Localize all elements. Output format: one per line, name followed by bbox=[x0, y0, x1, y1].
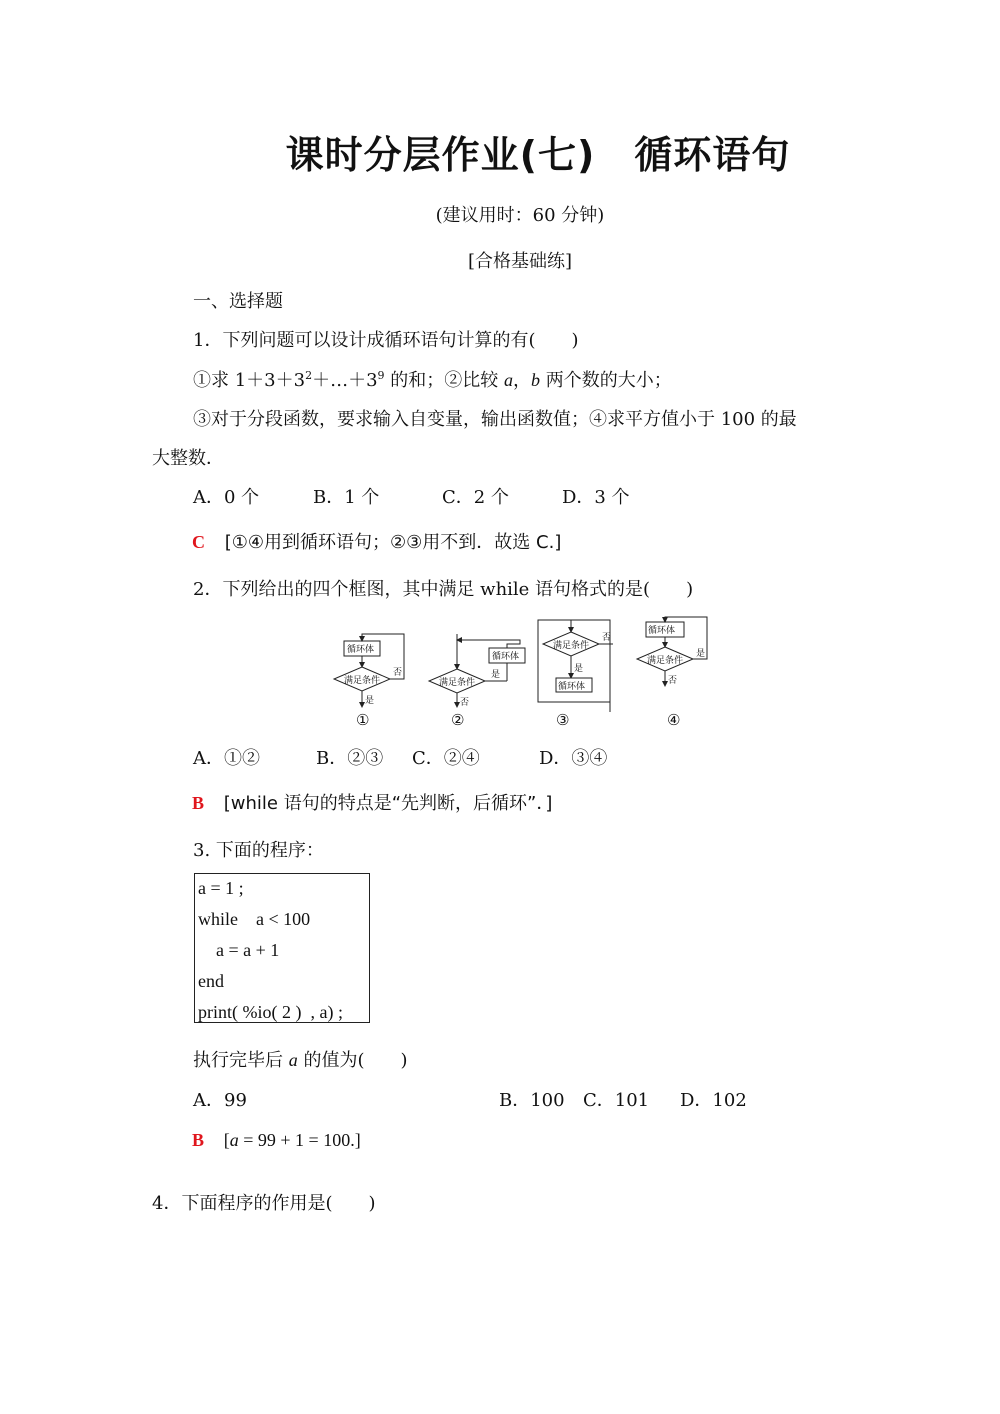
fc4-condition: 满足条件 bbox=[647, 656, 684, 666]
code-line-3: a = a + 1 bbox=[198, 940, 280, 960]
q4-stem: 4．下面程序的作用是( ) bbox=[152, 1193, 376, 1214]
code-line-1: a = 1 ; bbox=[198, 878, 244, 898]
fc2-condition: 满足条件 bbox=[439, 678, 476, 688]
fc4-no: 否 bbox=[668, 676, 678, 686]
q1-line3: 大整数． bbox=[152, 448, 224, 469]
q3-question: 执行完毕后 a 的值为( ) bbox=[193, 1050, 408, 1071]
q2-answer-explanation: [while 语句的特点是“先判断，后循环”．] bbox=[223, 793, 553, 814]
q1-line1: ①求 $1+3+3^2+\dots+3^9$ 的和；②比较 a，b 两个数的大小； bbox=[193, 369, 672, 391]
fc1-no: 否 bbox=[393, 668, 403, 678]
q1-option-c: C．2 个 bbox=[442, 487, 509, 508]
q3-option-b: B．100 bbox=[499, 1090, 565, 1111]
code-line-2: while a < 100 bbox=[198, 909, 311, 929]
q1-option-d: D．3 个 bbox=[562, 487, 630, 508]
tier-label: [合格基础练] bbox=[467, 251, 573, 272]
fc3-condition: 满足条件 bbox=[553, 641, 590, 651]
code-line-4: end bbox=[198, 971, 224, 991]
q2-stem: 2．下列给出的四个框图，其中满足 while 语句格式的是( ) bbox=[193, 579, 694, 600]
fc3-label: ③ bbox=[556, 711, 570, 729]
fc2-yes: 是 bbox=[491, 670, 501, 680]
flowchart-2 bbox=[429, 634, 525, 707]
fc3-yes: 是 bbox=[574, 664, 584, 674]
q3-option-c: C．101 bbox=[583, 1090, 650, 1111]
fc3-loop-body: 循环体 bbox=[558, 682, 586, 692]
q2-answer-letter: B bbox=[192, 793, 205, 813]
fc1-loop-body: 循环体 bbox=[347, 645, 375, 655]
fc1-condition: 满足条件 bbox=[344, 676, 381, 686]
q3-option-d: D．102 bbox=[680, 1090, 747, 1111]
fc2-no: 否 bbox=[460, 698, 470, 708]
q3-answer-letter: B bbox=[192, 1130, 205, 1150]
program-code-box bbox=[194, 873, 370, 1023]
suggested-time: (建议用时：60 分钟) bbox=[435, 205, 605, 226]
fc3-no: 否 bbox=[602, 633, 612, 643]
q1-answer bbox=[192, 528, 561, 554]
fc4-label: ④ bbox=[667, 711, 681, 729]
code-line-5: print( %io( 2 ) , a) ; bbox=[198, 1002, 343, 1022]
fc1-label: ① bbox=[356, 711, 370, 729]
q2-option-b: B．②③ bbox=[316, 748, 384, 769]
page-title: 课时分层作业(七) 循环语句 bbox=[285, 133, 791, 177]
fc2-label: ② bbox=[451, 711, 465, 729]
q3-option-a: A．99 bbox=[193, 1090, 247, 1111]
section-heading: 一、选择题 bbox=[193, 291, 283, 312]
q3-answer-explanation: [a = 99 + 1 = 100.] bbox=[223, 1130, 361, 1150]
q2-option-d: D．③④ bbox=[539, 748, 608, 769]
fc4-loop-body: 循环体 bbox=[648, 626, 676, 636]
fc2-loop-body: 循环体 bbox=[492, 652, 520, 662]
q2-option-a: A．①② bbox=[193, 748, 260, 769]
fc1-yes: 是 bbox=[365, 696, 375, 706]
q1-option-b: B．1 个 bbox=[313, 487, 380, 508]
q3-answer bbox=[192, 1130, 361, 1151]
q1-answer-explanation: [①④用到循环语句；②③用不到．故选 C.] bbox=[224, 532, 562, 553]
q3-stem: 3. 下面的程序： bbox=[193, 840, 324, 861]
q1-answer-letter: C bbox=[192, 532, 205, 552]
fc4-yes: 是 bbox=[696, 649, 706, 659]
q1-line2: ③对于分段函数，要求输入自变量，输出函数值；④求平方值小于 100 的最 bbox=[193, 409, 797, 430]
q2-answer bbox=[192, 789, 552, 815]
q1-stem: 1．下列问题可以设计成循环语句计算的有( ) bbox=[193, 330, 579, 351]
flowchart-figure bbox=[320, 612, 730, 734]
q1-option-a: A．0 个 bbox=[193, 487, 260, 508]
q2-option-c: C．②④ bbox=[412, 748, 480, 769]
